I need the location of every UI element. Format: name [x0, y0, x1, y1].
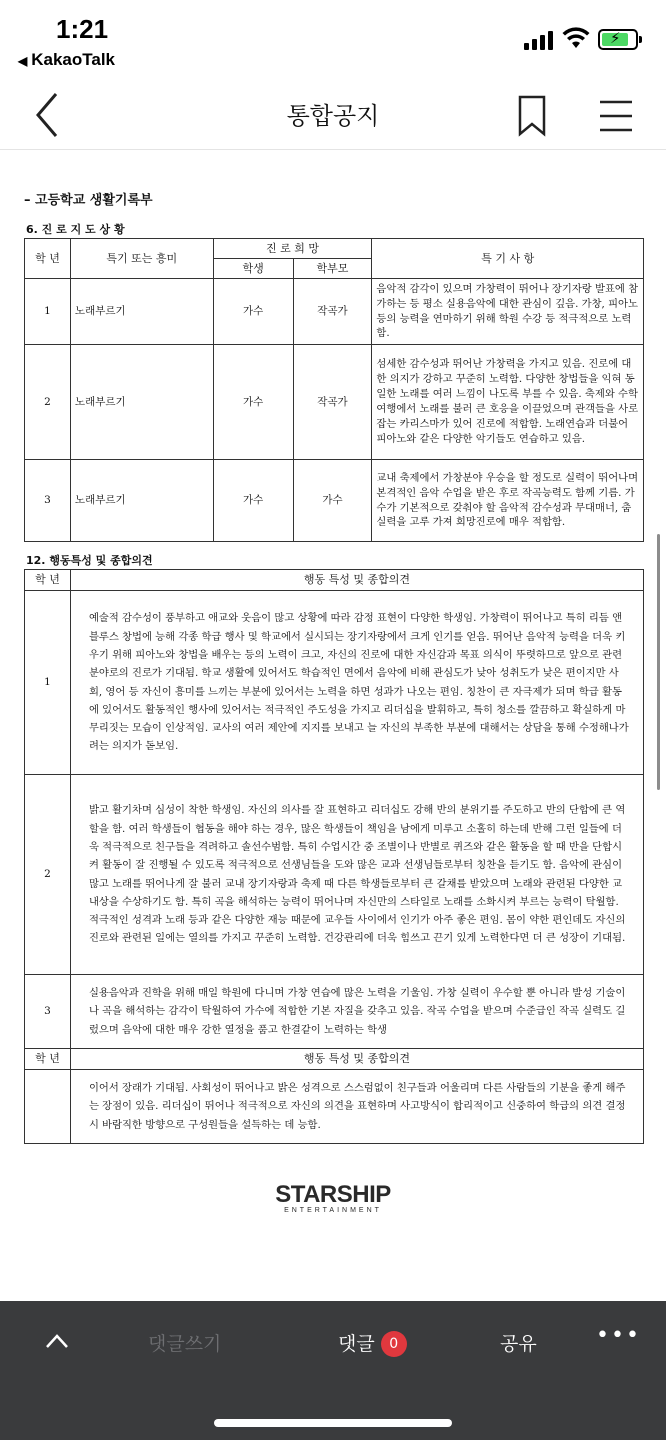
comments-button[interactable] — [338, 1329, 407, 1357]
share-button[interactable]: 공유 — [500, 1333, 537, 1355]
status-time: 1:21 — [56, 14, 109, 44]
cell-parent-hope: 작곡가 — [293, 345, 372, 460]
bookmark-icon[interactable] — [512, 94, 552, 138]
document-title: – 고등학교 생활기록부 — [24, 193, 153, 208]
hamburger-menu-icon[interactable] — [596, 96, 636, 136]
cell-grade-empty — [25, 1069, 71, 1143]
write-comment-button[interactable]: 댓글쓰기 — [148, 1333, 222, 1355]
table-row — [25, 345, 644, 460]
back-triangle-icon: ◀ — [18, 54, 28, 68]
back-to-app-link[interactable] — [18, 50, 115, 70]
cell-notes: 교내 축제에서 가창분야 우승을 할 정도로 실력이 뛰어나며 본격적인 음악 수업을 받은 후로 작곡능력도 함께 기름. 가수가 기본적으로 갖춰야 할 음악적 감수성과 무대매너, 춤실력을 고루 가져 희망진로에 매우 적합함. — [372, 460, 644, 542]
cell-student-hope: 가수 — [213, 279, 293, 345]
cell-interest: 노래부르기 — [70, 460, 213, 542]
header-student: 학생 — [213, 259, 293, 279]
comment-count-badge: 0 — [381, 1331, 407, 1357]
cell-grade: 3 — [25, 975, 71, 1049]
cell-opinion-continuation: 이어서 장래가 기대됨. 사회성이 뛰어나고 밝은 성격으로 스스럼없이 친구들과 어울리며 다른 사람들의 기분을 좋게 해주는 장점이 있음. 리더십이 뛰어나 적극적으로 자신의 의견을 표현하며 사고방식이 합리적이고 신중하여 학급의 의견 결정 시 바람직한 방향으로 구성원들을 설득하는 데 능함. — [70, 1069, 643, 1143]
header-grade: 학 년 — [25, 1048, 71, 1069]
more-options-icon[interactable]: ••• — [596, 1323, 641, 1348]
document-image — [0, 151, 666, 1301]
cell-notes: 음악적 감각이 있으며 가창력이 뛰어나 장기자랑 발표에 참가하는 등 평소 실용음악에 대한 관심이 깊음. 가창, 피아노 등의 능력을 연마하기 위해 학원 수강 등 적극적으로 노력함. — [372, 279, 644, 345]
wifi-icon — [562, 26, 590, 50]
app-header — [0, 80, 666, 150]
section-6-title: 6. 진 로 지 도 상 황 — [26, 223, 125, 236]
cell-grade: 3 — [25, 460, 71, 542]
starship-logo — [0, 1181, 666, 1214]
status-bar — [0, 0, 666, 80]
cell-grade: 2 — [25, 775, 71, 975]
header-grade: 학 년 — [25, 570, 71, 591]
header-opinion: 행동 특성 및 종합의견 — [70, 1048, 643, 1069]
logo-main-text: STARSHIP — [275, 1181, 391, 1208]
scrollbar[interactable] — [657, 534, 660, 790]
header-interest: 특기 또는 흥미 — [70, 239, 213, 279]
cell-interest: 노래부르기 — [70, 279, 213, 345]
cell-notes: 섬세한 감수성과 뛰어난 가창력을 가지고 있음. 진로에 대한 의지가 강하고 꾸준히 노력함. 다양한 창법들을 익혀 동일한 노래를 여러 느낌이 나도록 부를 수 있음. 축제와 수학여행에서 노래를 불러 큰 호응을 이끌었으며 관객들을 사로잡는 카리스마가 있어 진로에 적합함. 노래연습과 더불어 피아노와 같은 다양한 악기들도 연습하고 있음. — [372, 345, 644, 460]
header-notes: 특 기 사 항 — [372, 239, 644, 279]
cell-parent-hope: 가수 — [293, 460, 372, 542]
header-grade: 학 년 — [25, 239, 71, 279]
cell-student-hope: 가수 — [213, 460, 293, 542]
behavior-opinion-table — [24, 569, 644, 1144]
table-row — [25, 1069, 644, 1143]
table-row — [25, 975, 644, 1049]
cell-parent-hope: 작곡가 — [293, 279, 372, 345]
cell-interest: 노래부르기 — [70, 345, 213, 460]
header-parent: 학부모 — [293, 259, 372, 279]
cell-opinion: 예술적 감수성이 풍부하고 애교와 웃음이 많고 상황에 따라 감정 표현이 다양한 학생임. 가창력이 뛰어나고 특히 리듬 앤 블루스 창법에 능해 각종 학급 행사 및 학교에서 실시되는 장기자랑에서 크게 인기를 얻음. 뛰어난 음악적 능력을 더욱 키우기 위해 피아노와 창법을 배우는 등의 노력이 크고, 자신의 진로에 대한 자신감과 목표 의식이 뚜렷하므로 앞으로 관련 분야로의 진로가 기대됨. 학교 생활에 있어서도 학습적인 면에서 음악에 비해 관심도가 낮아 성취도가 낮은 편이지만 사회, 영어 등 자신이 흥미를 느끼는 부분에 있어서는 노력을 하면 성과가 나오는 편임. 칭찬이 큰 자극제가 되며 학급 활동에 있어서도 활동적인 행사에 있어서는 적극적인 주도성을 가지고 리더십을 발휘하고, 특히 청소를 깔끔하고 확실하게 마무리짓는 모습이 인상적임. 교사의 여러 제안에 지지를 보내고 늘 자신의 부족한 부분에 대해서는 상담을 통해 수정해나가려는 의지가 돋보임. — [70, 591, 643, 775]
table-row — [25, 460, 644, 542]
back-app-label: KakaoTalk — [31, 50, 116, 69]
home-indicator[interactable] — [214, 1419, 452, 1427]
table-row — [25, 775, 644, 975]
cell-student-hope: 가수 — [213, 345, 293, 460]
section-12-title: 12. 행동특성 및 종합의견 — [26, 554, 153, 567]
cell-grade: 1 — [25, 279, 71, 345]
header-opinion: 행동 특성 및 종합의견 — [70, 570, 643, 591]
cell-opinion: 밝고 활기차며 심성이 착한 학생임. 자신의 의사를 잘 표현하고 리더십도 강해 반의 분위기를 주도하고 반의 단합에 큰 역할을 함. 여러 학생들이 협동을 해야 하는 경우, 많은 학생들이 책임을 남에게 미루고 소홀히 하는데 반해 그런 일들에 더욱 적극적으로 친구들을 격려하고 솔선수범함. 특히 수업시간 중 조별이나 반별로 퀴즈와 같은 활동을 할 때 반을 단합시켜 활동이 잘 진행될 수 있도록 적극적으로 선생님들을 도와 많은 교과 선생님들로부터 칭찬을 듣기도 함. 음악에 관심이 많고 노래를 뛰어나게 잘 불러 교내 장기자랑과 축제 때 다른 학생들로부터 큰 갈채를 받았으며 노래와 관련된 다양한 교내상을 수상하기도 함. 특히 곡을 해석하는 능력이 뛰어나며 자신만의 스타일로 노래를 소화시켜 부르는 능력이 탁월함. 적극적인 성격과 노래 등과 같은 다양한 재능 때문에 교우들 사이에서 인기가 아주 좋은 편임. 몸이 약한 편인데도 자신의 진로와 관련된 일에는 열의를 가지고 꾸준히 노력함. 건강관리에 더욱 힘쓰고 끈기 있게 노력한다면 더 큰 성장이 기대됨. — [70, 775, 643, 975]
chevron-up-icon[interactable] — [44, 1331, 70, 1351]
comments-label: 댓글 — [338, 1333, 375, 1355]
page-title: 통합공지 — [286, 102, 380, 130]
battery-icon: ⚡ — [598, 29, 638, 50]
table-row — [25, 279, 644, 345]
table-row — [25, 591, 644, 775]
cellular-signal-icon — [524, 30, 556, 50]
cell-grade: 1 — [25, 591, 71, 775]
cell-opinion: 실용음악과 진학을 위해 매일 학원에 다니며 가창 연습에 많은 노력을 기울임. 가창 실력이 우수할 뿐 아니라 발성 기술이나 곡을 해석하는 감각이 탁월하여 가수에 적합한 기본 자질을 갖추고 있음. 작곡 수업을 받으며 수준급인 작곡 실력도 길렀으며 음악에 대한 매우 강한 열정을 품고 한결같이 노력하는 학생 — [70, 975, 643, 1049]
bottom-toolbar — [0, 1301, 666, 1440]
cell-grade: 2 — [25, 345, 71, 460]
header-career-hope: 진 로 희 망 — [213, 239, 372, 259]
logo-sub-text: ENTERTAINMENT — [284, 1207, 382, 1214]
career-guidance-table — [24, 238, 644, 542]
